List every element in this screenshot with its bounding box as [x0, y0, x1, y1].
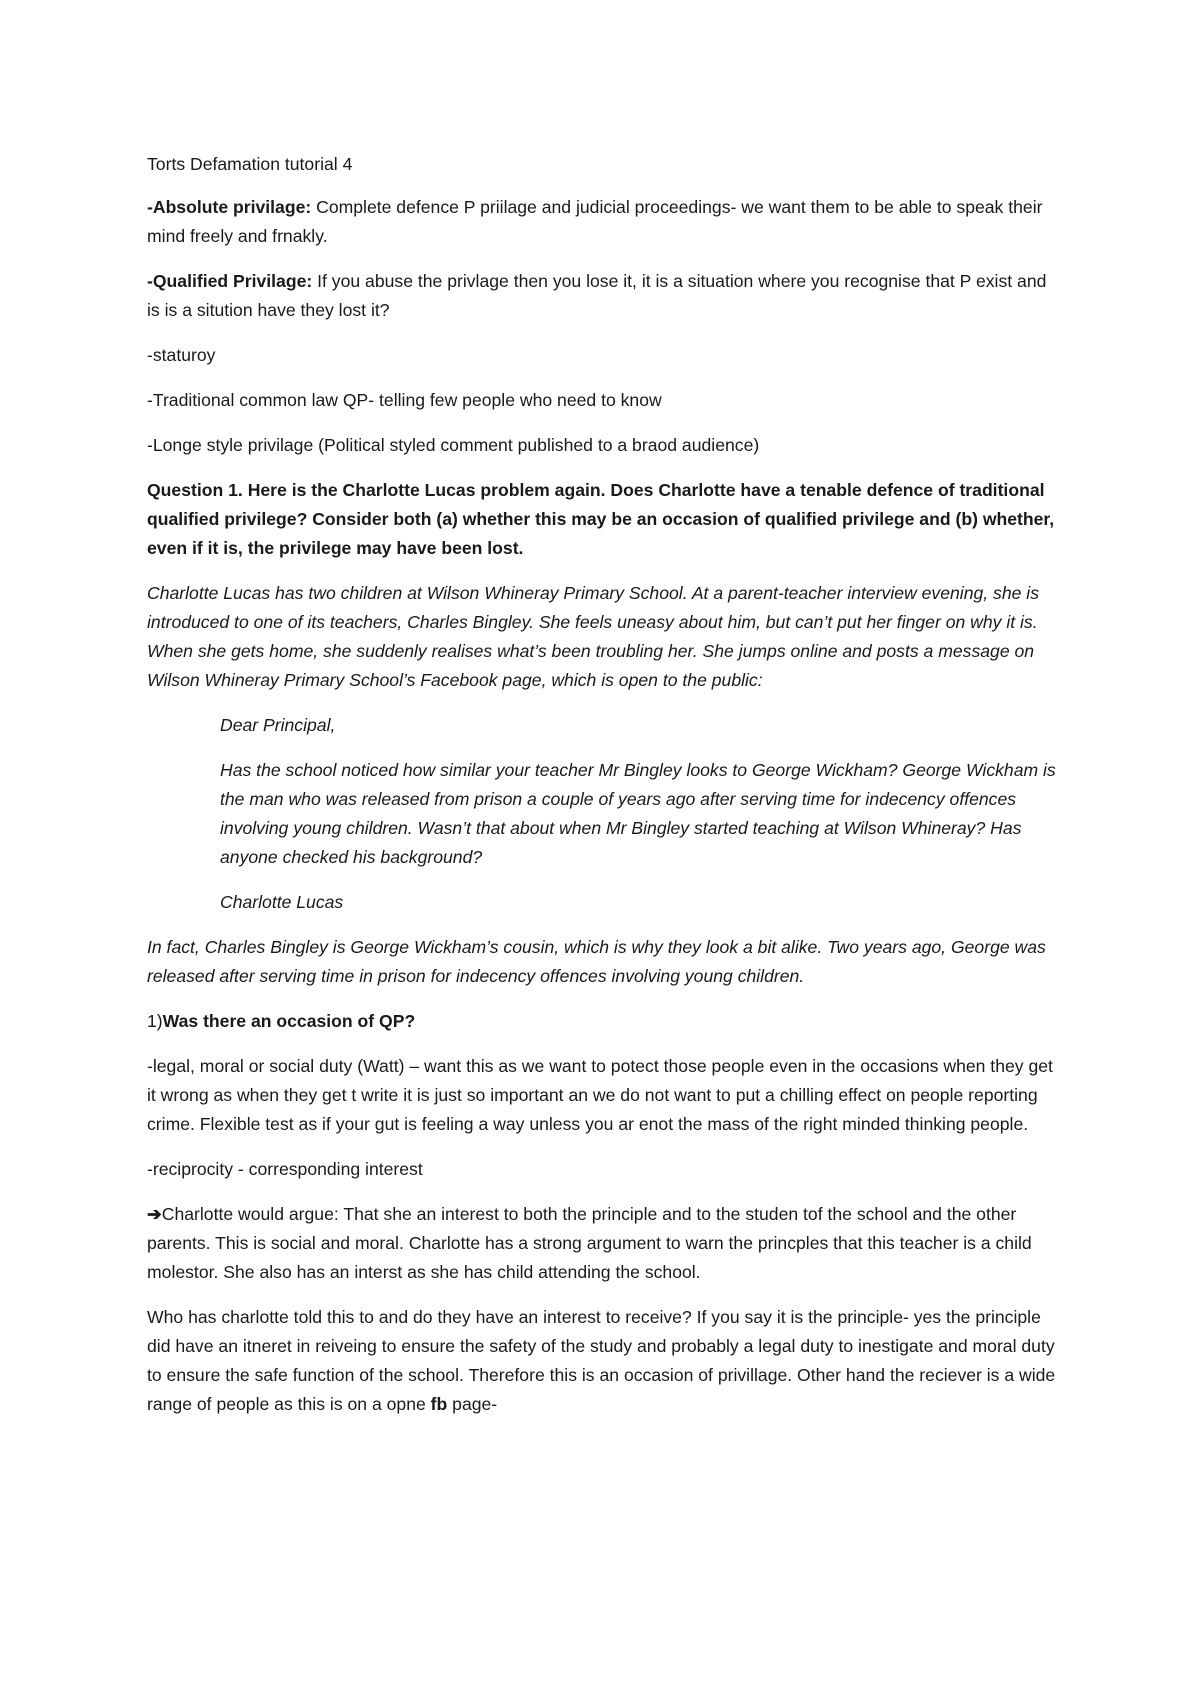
- duty-paragraph: -legal, moral or social duty (Watt) – want this as we want to potect those people even in the occasions when they get it wrong as when they get t write it is just so important an we do not want to put a chilling effect on people reporting crime. Flexible test as if your gut is feeling a way unless you ar enot the mass of the right minded thinking people.: [147, 1056, 1053, 1134]
- q1-heading-text: Was there an occasion of QP?: [162, 1011, 416, 1031]
- absolute-privilege-label: -Absolute privilage:: [147, 197, 312, 217]
- qualified-privilege-paragraph: [147, 267, 1062, 325]
- letter-signature: Charlotte Lucas: [220, 892, 344, 912]
- charlotte-argument-paragraph: [147, 1200, 1062, 1287]
- who-told-end: page-: [447, 1394, 498, 1414]
- q1-prefix: 1): [147, 1011, 163, 1031]
- charlotte-argument-text: Charlotte would argue: That she an interest to both the principle and to the studen tof the school and the other parents. This is social and moral. Charlotte has a strong argument to warn the princples that this teacher is a child molestor. She also has an interst as she has child attending the school.: [147, 1204, 1032, 1282]
- q1-heading: [147, 1007, 1062, 1036]
- document-page: [147, 150, 1062, 1435]
- reciprocity-line: -reciprocity - corresponding interest: [147, 1159, 423, 1179]
- lange-line: -Longe style privilage (Political styled comment published to a braod audience): [147, 435, 760, 455]
- absolute-privilege-paragraph: [147, 193, 1062, 251]
- who-told-paragraph: [147, 1303, 1062, 1419]
- facts-paragraph: In fact, Charles Bingley is George Wickham’s cousin, which is why they look a bit alike. Two years ago, George was released after serving time in prison for indecency offences involving young children.: [147, 937, 1046, 986]
- qualified-privilege-text: If you abuse the privlage then you lose it, it is a situation where you recognise that P exist and is is a sitution have they lost it?: [147, 271, 1047, 320]
- letter-body: Has the school noticed how similar your teacher Mr Bingley looks to George Wickham? George Wickham is the man who was released from prison a couple of years ago after serving time for indecency offences involving young children. Wasn’t that about when Mr Bingley started teaching at Wilson Whineray? Has anyone checked his background?: [220, 760, 1056, 867]
- who-told-bold: fb: [430, 1394, 448, 1414]
- statutory-line: -staturoy: [147, 345, 216, 365]
- traditional-line: -Traditional common law QP- telling few people who need to know: [147, 390, 662, 410]
- document-title: Torts Defamation tutorial 4: [147, 154, 353, 174]
- question-text: Question 1. Here is the Charlotte Lucas problem again. Does Charlotte have a tenable defence of traditional qualified privilege? Consider both (a) whether this may be an occasion of qualified privilege and (b) whether, even if it is, the privilege may have been lost.: [147, 480, 1055, 558]
- qualified-privilege-label: -Qualified Privilage:: [147, 271, 313, 291]
- question-heading: [147, 476, 1062, 563]
- scenario-paragraph: Charlotte Lucas has two children at Wilson Whineray Primary School. At a parent-teacher interview evening, she is introduced to one of its teachers, Charles Bingley. She feels uneasy about him, but can’t put her finger on why it is. When she gets home, she suddenly realises what’s been troubling her. She jumps online and posts a message on Wilson Whineray Primary School’s Facebook page, which is open to the public:: [147, 583, 1039, 690]
- who-told-text: Who has charlotte told this to and do they have an interest to receive? If you say it is the principle- yes the principle did have an itneret in reiveing to ensure the safety of the study and probably a legal duty to inestigate and moral duty to ensure the safe function of the school. Therefore this is an occasion of privillage. Other hand the reciever is a wide range of people as this is on a opne: [147, 1307, 1056, 1414]
- absolute-privilege-text: Complete defence P priilage and judicial proceedings- we want them to be able to speak their mind freely and frnakly.: [147, 197, 1043, 246]
- arrow-icon: ➔: [147, 1204, 162, 1224]
- letter-salutation: Dear Principal,: [220, 715, 336, 735]
